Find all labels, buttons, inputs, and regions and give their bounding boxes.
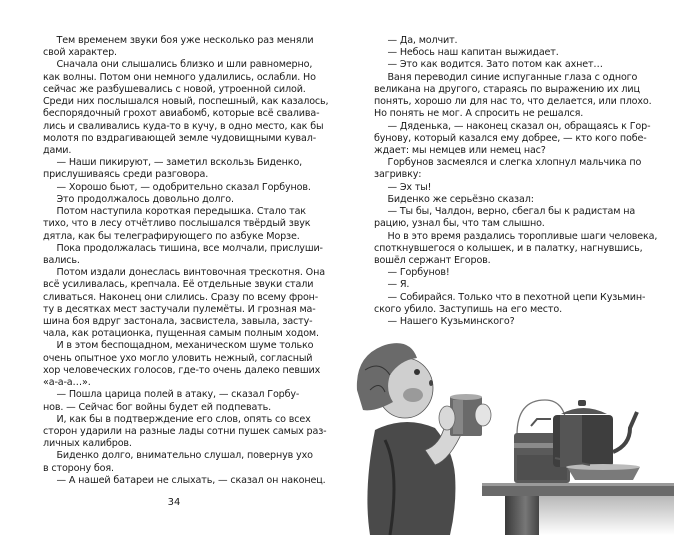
text-line: «а-а-а…». bbox=[43, 377, 91, 389]
paragraph bbox=[43, 413, 327, 451]
text-line: лись и сваливались куда-то в кучу, в одно место, как бы bbox=[43, 120, 324, 132]
paragraph bbox=[43, 194, 299, 206]
paragraph bbox=[374, 35, 631, 47]
text-line: личных калибров. bbox=[43, 438, 132, 450]
text-line: Сначала они слышались близко и шли равномерно, bbox=[56, 59, 313, 71]
paragraph bbox=[374, 71, 652, 121]
text-line: сливаться. Наконец они слились. Сразу по всему фрон- bbox=[43, 291, 319, 303]
page-number: 34 bbox=[167, 497, 181, 508]
paragraph bbox=[374, 47, 631, 59]
text-line: Горбунов засмеялся и слегка хлопнул мальчика по bbox=[387, 157, 642, 169]
paragraph bbox=[374, 194, 631, 206]
text-line: — Нашего Кузьминского? bbox=[387, 316, 515, 328]
paragraph bbox=[43, 181, 311, 194]
paragraph bbox=[43, 450, 313, 474]
text-line: вались. bbox=[43, 254, 80, 266]
text-line: прислушиваясь среди разговора. bbox=[43, 169, 209, 181]
paragraph bbox=[43, 474, 326, 487]
text-line: бунову, который казался ему добрее, — кто кого побе- bbox=[374, 132, 647, 144]
text-line: сейчас же разбушевались с новой, утроенной силой. bbox=[43, 83, 306, 95]
text-line: — Горбунов! bbox=[387, 267, 450, 279]
text-line: — А нашей батареи не слыхать, — сказал он наконец. bbox=[56, 474, 326, 486]
text-line: Тем временем звуки боя уже несколько раз меняли bbox=[56, 35, 314, 46]
paragraph bbox=[43, 157, 303, 181]
text-line: — Небось наш капитан выжидает. bbox=[387, 47, 559, 59]
table bbox=[482, 483, 674, 535]
text-line: И, как бы в подтверждение его слов, опять со всех bbox=[56, 413, 311, 425]
text-line: — Хорошо бьют, — одобрительно сказал Горбунов. bbox=[56, 181, 311, 193]
text-line: Потом наступила короткая передышка. Стало так bbox=[56, 206, 306, 218]
text-line: — Ты бы, Чалдон, верно, сбегал бы к радистам на bbox=[387, 206, 636, 218]
text-line: — Собирайся. Только что в пехотной цепи Кузьмин- bbox=[387, 291, 646, 303]
text-line: И в этом беспощадном, механическом шуме только bbox=[56, 340, 314, 352]
text-line: Пока продолжалась тишина, все молчали, прислуши- bbox=[56, 242, 323, 254]
text-line: понять, хорошо ли для нас то, что делается, или плохо. bbox=[374, 96, 652, 108]
text-line: ждает: мы немцев или немец нас? bbox=[374, 144, 546, 156]
text-line: Потом издали донеслась винтовочная трескотня. Она bbox=[56, 267, 325, 279]
text-line: хор человеческих голосов, где-то очень далеко певших bbox=[43, 364, 321, 376]
text-line: тихо, что в лесу отчётливо послышался твёрдый звук bbox=[43, 218, 311, 230]
paragraph bbox=[374, 230, 658, 268]
paragraph bbox=[43, 206, 311, 243]
text-line: Это продолжалось довольно долго. bbox=[56, 193, 234, 205]
text-line: шина боя вдруг застонала, засвистела, завыла, засту- bbox=[43, 316, 313, 328]
text-line: — Дяденька, — наконец сказал он, обращаясь к Гор- bbox=[387, 120, 651, 132]
paragraph bbox=[374, 182, 631, 194]
text-line: — Наши пикируют, — заметил вскользь Биденко, bbox=[56, 157, 303, 169]
text-line: молотя по вздрагивающей земле чудовищными кувал- bbox=[43, 132, 317, 144]
text-line: очень опытное ухо могло уловить нежный, согласный bbox=[43, 352, 313, 364]
paragraph bbox=[43, 267, 325, 340]
text-line: ского убило. Заступишь на его место. bbox=[374, 303, 562, 315]
text-line: всё усиливалась, крепчала. Её отдельные звуки стали bbox=[43, 279, 314, 291]
text-line: Но понять не мог. А спросить не решался. bbox=[374, 108, 584, 120]
text-line: в сторону боя. bbox=[43, 462, 114, 474]
text-line: Но в это время раздались торопливые шаги человека, bbox=[387, 230, 658, 242]
paragraph bbox=[43, 389, 299, 413]
text-line: споткнувшегося о колышек, и в палатку, нагнувшись, bbox=[374, 242, 643, 254]
text-line: — Это как водится. Зато потом как ахнет… bbox=[387, 59, 603, 71]
text-line: Ваня переводил синие испуганные глаза с одного bbox=[387, 71, 638, 83]
paragraph bbox=[374, 316, 631, 328]
paragraph bbox=[43, 340, 321, 389]
right-page-text bbox=[374, 35, 658, 328]
text-line: чала, как ротационка, пущенная самым полным ходом. bbox=[43, 328, 319, 340]
text-line: свой характер. bbox=[43, 47, 117, 59]
boy bbox=[357, 343, 463, 535]
text-line: дятла, как бы телеграфирующего по азбуке Морзе. bbox=[43, 230, 300, 242]
paragraph bbox=[374, 120, 651, 158]
text-line: Биденко же серьёзно сказал: bbox=[387, 193, 534, 205]
text-line: — Пошла царица полей в атаку, — сказал Горбу- bbox=[56, 389, 300, 401]
paragraph bbox=[374, 291, 646, 316]
text-line: — Эх ты! bbox=[387, 181, 432, 193]
paragraph bbox=[374, 279, 631, 291]
text-line: ту в десятках мест застучали пулемёты. И грозная ма- bbox=[43, 303, 316, 315]
text-line: — Я. bbox=[387, 279, 410, 291]
text-line: Биденко долго, внимательно слушал, повернув ухо bbox=[56, 450, 313, 462]
text-line: — Да, молчит. bbox=[387, 35, 458, 46]
text-line: Среди них послышался новый, поспешный, как казалось, bbox=[43, 96, 329, 108]
paragraph bbox=[374, 59, 631, 71]
text-line: дами. bbox=[43, 144, 72, 156]
paragraph bbox=[374, 267, 631, 279]
paragraph bbox=[43, 59, 329, 157]
text-line: беспорядочный грохот авиабомб, которые всё свалива- bbox=[43, 108, 320, 120]
text-line: нов. — Сейчас бог войны будет ей подпевать. bbox=[43, 401, 272, 413]
text-line: рацию, узнал бы, что там слышно. bbox=[374, 218, 545, 230]
text-line: вошёл сержант Егоров. bbox=[374, 254, 491, 266]
boy-with-mug-illustration bbox=[345, 330, 674, 535]
text-line: сторон ударили на разные лады сотни пушек самых раз- bbox=[43, 426, 327, 437]
left-page-text bbox=[43, 35, 329, 487]
text-line: как волны. Потом они немного удалились, ослабли. Но bbox=[43, 71, 316, 83]
paragraph bbox=[43, 242, 323, 267]
mug bbox=[439, 394, 491, 436]
text-line: загривку: bbox=[374, 169, 422, 181]
paragraph bbox=[374, 157, 642, 181]
paragraph bbox=[43, 35, 314, 59]
text-line: великана на другого, стараясь по выражению их лиц bbox=[374, 83, 640, 95]
paragraph bbox=[374, 206, 636, 230]
